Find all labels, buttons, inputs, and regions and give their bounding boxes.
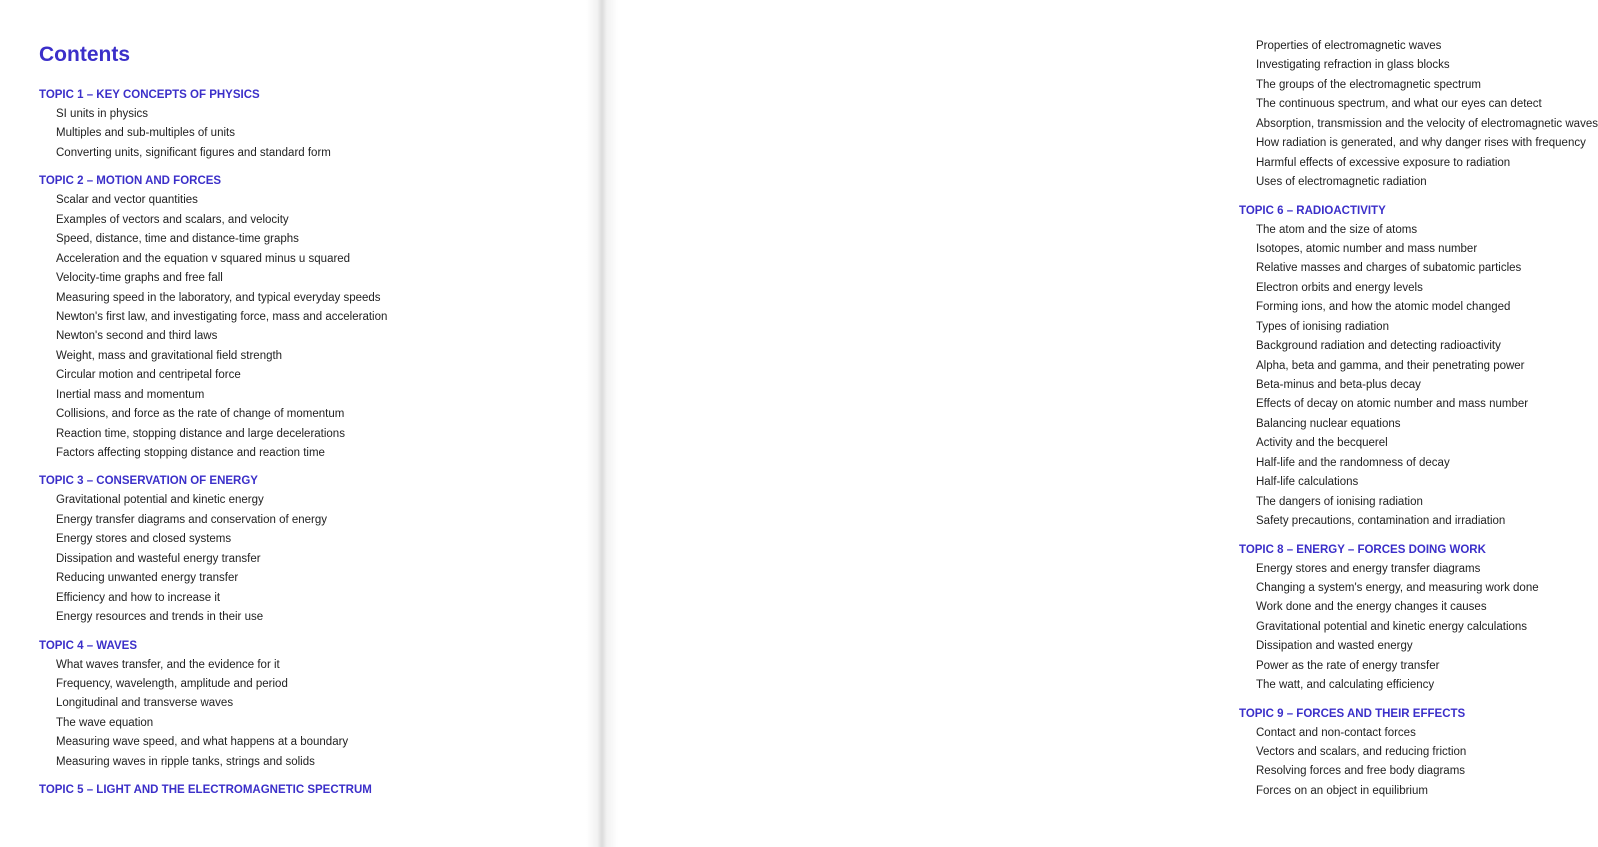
toc-item: The wave equation [56,716,154,729]
toc-item: Contact and non-contact forces [1256,726,1416,739]
contents-title: Contents [39,43,130,66]
toc-item-list [1239,221,1598,532]
toc-item-list [1239,724,1598,802]
toc-item: Work done and the energy changes it causes [1256,601,1487,614]
toc-item: Longitudinal and transverse waves [56,697,234,710]
toc-item: Investigating refraction in glass blocks [1256,59,1450,72]
toc-item-list [1239,560,1598,696]
toc-section [1239,704,1598,802]
toc-item: Energy stores and closed systems [56,533,232,546]
toc-item: Uses of electromagnetic radiation [1256,176,1427,189]
toc-item-list [39,656,387,773]
toc-section [39,780,387,800]
toc-item: Electron orbits and energy levels [1256,281,1423,294]
toc-item: The groups of the electromagnetic spectrum [1256,78,1482,91]
toc-item: The continuous spectrum, and what our eyes can detect [1256,98,1542,111]
toc-item: Measuring wave speed, and what happens at a boundary [56,736,349,749]
toc-item: Velocity-time graphs and free fall [56,272,223,285]
left-contents-column [39,85,387,800]
toc-item: Effects of decay on atomic number and mass number [1256,398,1529,411]
toc-section [1239,37,1598,193]
toc-item: What waves transfer, and the evidence for it [56,658,280,671]
toc-item: Gravitational potential and kinetic energy calculations [1256,620,1528,633]
toc-item: Measuring waves in ripple tanks, strings and solids [56,755,315,768]
toc-item: Vectors and scalars, and reducing friction [1256,746,1467,758]
toc-item: Harmful effects of excessive exposure to radiation [1256,156,1511,169]
toc-item: Half-life and the randomness of decay [1256,456,1450,469]
toc-item: Scalar and vector quantities [56,194,198,207]
toc-item: Newton's first law, and investigating force, mass and acceleration [56,310,388,323]
toc-item-list [39,191,387,463]
toc-item: Power as the rate of energy transfer [1256,659,1440,672]
toc-item: Weight, mass and gravitational field strength [56,349,283,362]
toc-section [1239,201,1598,532]
toc-section [39,471,387,627]
toc-item: SI units in physics [56,108,149,120]
topic-heading: TOPIC 2 – MOTION AND FORCES [39,175,222,188]
toc-item: The watt, and calculating efficiency [1256,679,1435,692]
toc-item: Newton's second and third laws [56,330,218,343]
topic-heading: TOPIC 5 – LIGHT AND THE ELECTROMAGNETIC SPECTRUM [39,784,372,797]
toc-item: Gravitational potential and kinetic energy [56,494,264,507]
left-page [0,0,600,847]
toc-item: Multiples and sub-multiples of units [56,127,235,140]
toc-item: Factors affecting stopping distance and reaction time [56,447,325,459]
topic-heading: TOPIC 1 – KEY CONCEPTS OF PHYSICS [39,89,260,101]
topic-heading: TOPIC 3 – CONSERVATION OF ENERGY [39,475,258,488]
toc-item: Examples of vectors and scalars, and velocity [56,213,289,226]
toc-item: Speed, distance, time and distance-time graphs [56,233,299,246]
toc-item: Dissipation and wasted energy [1256,640,1413,653]
toc-item: Balancing nuclear equations [1256,417,1401,430]
toc-item: Safety precautions, contamination and irradiation [1256,515,1506,528]
toc-item: Energy stores and energy transfer diagrams [1256,562,1481,575]
toc-item: Beta-minus and beta-plus decay [1256,379,1421,391]
toc-item: Energy transfer diagrams and conservation of energy [56,513,328,526]
toc-item: Converting units, significant figures and standard form [56,146,331,159]
toc-item: Background radiation and detecting radioactivity [1256,340,1501,353]
toc-item: The dangers of ionising radiation [1256,495,1423,508]
toc-item: Collisions, and force as the rate of change of momentum [56,408,345,421]
toc-item: Properties of electromagnetic waves [1256,40,1442,52]
right-contents-column [1239,37,1598,801]
toc-item: Half-life calculations [1256,476,1359,489]
toc-item-list [1239,37,1598,193]
toc-item: Frequency, wavelength, amplitude and period [56,677,288,690]
toc-item: Efficiency and how to increase it [56,591,221,604]
toc-item: Inertial mass and momentum [56,388,205,401]
toc-item: Activity and the becquerel [1256,437,1388,450]
topic-heading: TOPIC 6 – RADIOACTIVITY [1239,204,1386,217]
toc-section [39,636,387,773]
toc-item: Acceleration and the equation v squared minus u squared [56,252,351,265]
toc-item: The atom and the size of atoms [1256,223,1418,236]
topic-heading: TOPIC 4 – WAVES [39,639,137,652]
toc-item: Energy resources and trends in their use [56,611,264,624]
toc-item: How radiation is generated, and why danger rises with frequency [1256,137,1586,150]
toc-item: Forming ions, and how the atomic model changed [1256,301,1511,314]
toc-item: Changing a system's energy, and measuring work done [1256,581,1539,594]
toc-item: Measuring speed in the laboratory, and typical everyday speeds [56,291,381,304]
toc-item: Reaction time, stopping distance and large decelerations [56,427,345,440]
topic-heading: TOPIC 8 – ENERGY – FORCES DOING WORK [1239,543,1486,556]
toc-item-list [39,105,387,163]
toc-item: Absorption, transmission and the velocity of electromagnetic waves [1256,117,1598,130]
toc-item: Reducing unwanted energy transfer [56,572,239,585]
toc-item: Dissipation and wasteful energy transfer [56,552,261,565]
toc-item: Isotopes, atomic number and mass number [1256,242,1478,255]
toc-section [39,85,387,163]
toc-item: Circular motion and centripetal force [56,369,241,382]
toc-item: Relative masses and charges of subatomic particles [1256,262,1522,275]
toc-item: Resolving forces and free body diagrams [1256,765,1466,778]
toc-section [39,171,387,463]
right-page [600,0,1598,847]
toc-item-list [39,491,387,627]
toc-item: Forces on an object in equilibrium [1256,784,1428,797]
topic-heading: TOPIC 9 – FORCES AND THEIR EFFECTS [1239,707,1466,720]
toc-item: Alpha, beta and gamma, and their penetrating power [1256,359,1525,372]
toc-item: Types of ionising radiation [1256,320,1389,333]
toc-section [1239,540,1598,696]
